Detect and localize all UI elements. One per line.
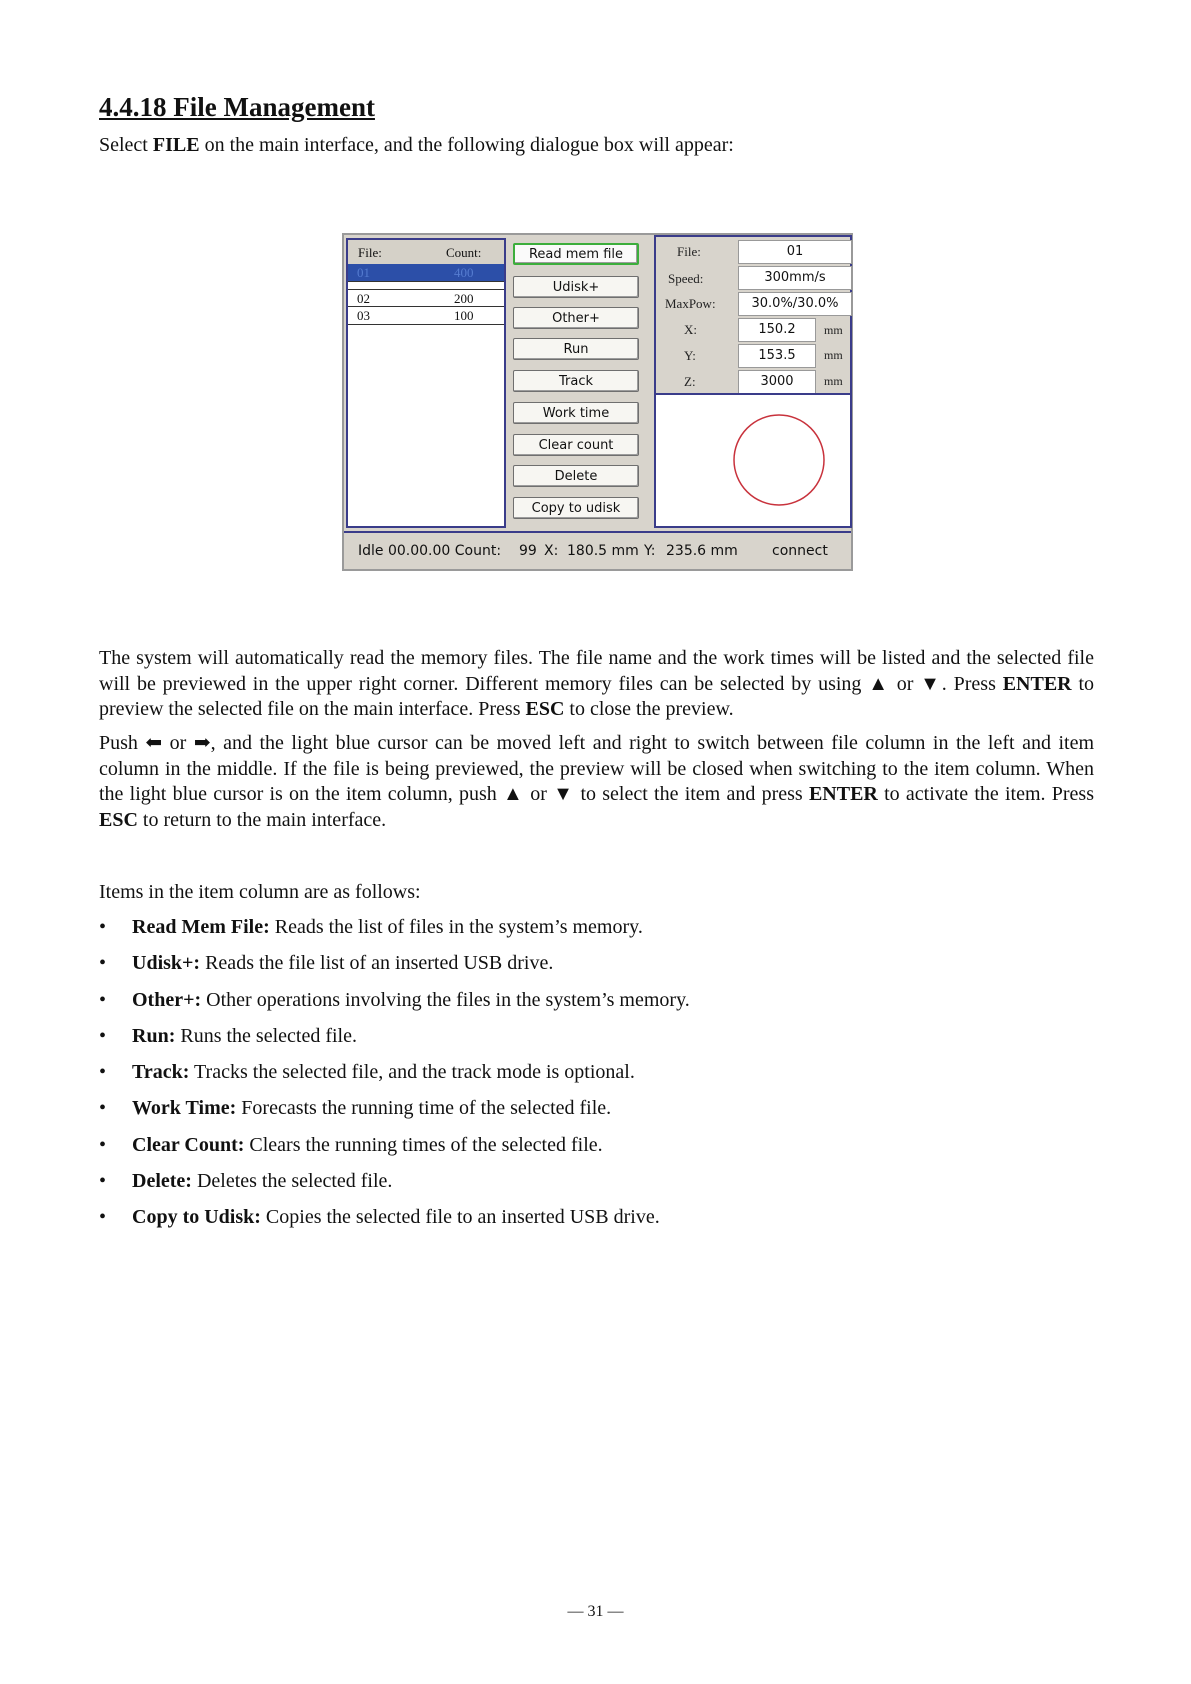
- read-mem-file-button[interactable]: Read mem file: [513, 243, 639, 265]
- file-preview: [654, 393, 852, 528]
- info-x-unit: mm: [824, 323, 843, 337]
- status-connect: connect: [772, 543, 828, 559]
- file-management-dialog: [342, 233, 853, 571]
- status-x-label: X:: [544, 543, 559, 559]
- file-row[interactable]: [348, 264, 504, 282]
- info-y-label: Y:: [684, 348, 696, 363]
- status-x-value: 180.5 mm: [567, 543, 639, 559]
- info-file-value: 01: [738, 240, 852, 264]
- run-button[interactable]: Run: [513, 338, 639, 360]
- file-count: 100: [454, 308, 474, 323]
- file-list-header: [348, 240, 504, 264]
- status-bar: [344, 531, 851, 569]
- file-row[interactable]: [348, 307, 504, 325]
- info-z-label: Z:: [684, 374, 696, 389]
- status-count-value: 99: [519, 543, 537, 559]
- file-column-header: File:: [358, 245, 382, 260]
- info-speed-label: Speed:: [668, 271, 704, 286]
- status-idle-text: Idle 00.00.00 Count:: [358, 543, 502, 559]
- items-intro: Items in the item column are as follows:: [99, 881, 421, 903]
- file-name: 02: [357, 291, 370, 306]
- info-y-unit: mm: [824, 348, 843, 362]
- file-row[interactable]: [348, 289, 504, 307]
- list-item: • Read Mem File: Reads the list of files in the system’s memory.: [99, 916, 643, 938]
- info-x-value: 150.2: [738, 318, 816, 342]
- file-list-panel: [346, 238, 506, 528]
- item-list: [99, 914, 690, 1241]
- list-item: • Track: Tracks the selected file, and the track mode is optional.: [99, 1061, 635, 1084]
- paragraph-read-files: The system will automatically read the memory files. The file name and the work times will be listed and the selected file will be previewed in the upper right corner. Different memory files can be selected by using ▲ or ▼. Press ENTER to preview the selected file on the main interface. Press ESC to close the preview.: [99, 647, 1094, 720]
- info-x-label: X:: [684, 322, 697, 337]
- paragraph-cursor: Push ⬅ or ➡, and the light blue cursor can be moved left and right to switch between file column in the left and item column in the middle. If the file is being previewed, the preview will be closed when switching to the item column. When the light blue cursor is on the item column, push ▲ or ▼ to select the item and press ENTER to activate the item. Press ESC to return to the main interface.: [99, 732, 1094, 831]
- preview-canvas: [656, 395, 850, 526]
- list-item: • Delete: Deletes the selected file.: [99, 1170, 393, 1193]
- bullet: •: [99, 988, 107, 1011]
- bullet: •: [99, 1133, 107, 1156]
- track-button[interactable]: Track: [513, 370, 639, 392]
- intro-text: Select FILE on the main interface, and the following dialogue box will appear:: [99, 134, 734, 156]
- info-maxpow-label: MaxPow:: [665, 296, 716, 311]
- file-info-panel: [654, 235, 852, 393]
- bullet: •: [99, 1097, 107, 1120]
- udisk-button[interactable]: Udisk+: [513, 276, 639, 298]
- bullet: •: [99, 1061, 107, 1084]
- info-z-value: 3000: [738, 370, 816, 394]
- file-count: 400: [454, 265, 474, 280]
- bullet: •: [99, 1024, 107, 1047]
- info-speed-value: 300mm/s: [738, 266, 852, 290]
- preview-circle-shape: [734, 415, 824, 505]
- info-y-value: 153.5: [738, 344, 816, 368]
- info-z-unit: mm: [824, 374, 843, 388]
- list-item: • Work Time: Forecasts the running time of the selected file.: [99, 1097, 612, 1120]
- info-maxpow-value: 30.0%/30.0%: [738, 292, 852, 316]
- other-button[interactable]: Other+: [513, 307, 639, 329]
- bullet: •: [99, 952, 107, 975]
- list-item: • Run: Runs the selected file.: [99, 1024, 357, 1047]
- status-y-value: 235.6 mm: [666, 543, 738, 559]
- item-column: [509, 237, 654, 529]
- clear-count-button[interactable]: Clear count: [513, 434, 639, 456]
- file-name: 03: [357, 308, 370, 323]
- copy-to-udisk-button[interactable]: Copy to udisk: [513, 497, 639, 519]
- section-title: 4.4.18 File Management: [99, 92, 375, 122]
- list-item: • Copy to Udisk: Copies the selected file to an inserted USB drive.: [99, 1206, 660, 1229]
- file-count: 200: [454, 291, 474, 306]
- bullet: •: [99, 1206, 107, 1229]
- count-column-header: Count:: [446, 245, 482, 260]
- list-item: • Clear Count: Clears the running times of the selected file.: [99, 1133, 603, 1156]
- bullet: •: [99, 916, 107, 938]
- list-item: • Udisk+: Reads the file list of an inserted USB drive.: [99, 952, 554, 975]
- list-item: • Other+: Other operations involving the files in the system’s memory.: [99, 988, 690, 1011]
- bullet: •: [99, 1170, 107, 1193]
- status-y-label: Y:: [644, 543, 656, 559]
- info-file-label: File:: [677, 244, 701, 259]
- delete-button[interactable]: Delete: [513, 465, 639, 487]
- file-name: 01: [357, 265, 370, 280]
- work-time-button[interactable]: Work time: [513, 402, 639, 424]
- page-number: — 31 —: [567, 1603, 624, 1620]
